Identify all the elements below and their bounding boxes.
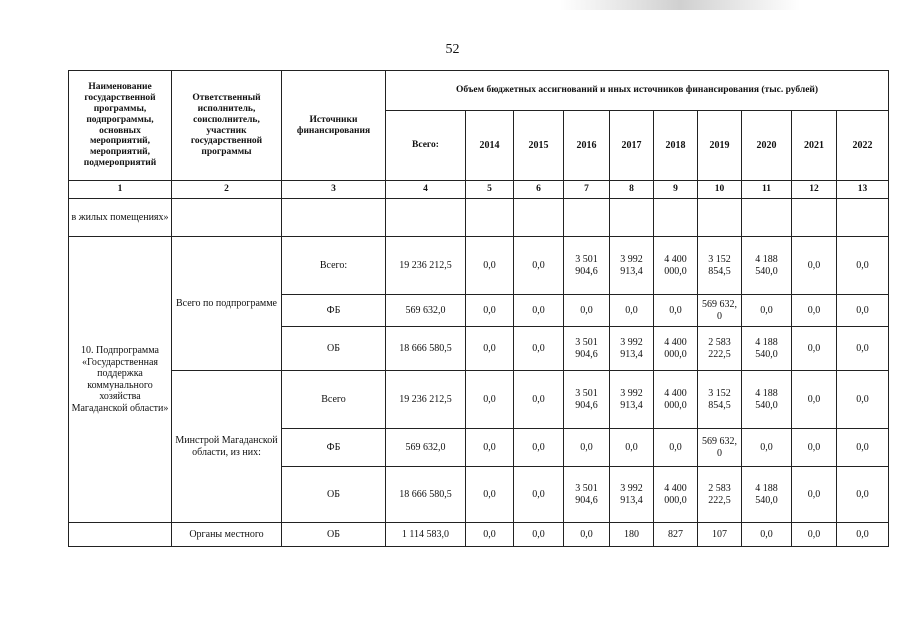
value-cell: 2 583 222,5 [698,467,742,523]
value-cell: 0,0 [742,523,792,547]
scan-smudge [560,0,800,10]
value-cell: 2 583 222,5 [698,327,742,371]
value-cell: 4 188 540,0 [742,371,792,429]
value-cell: 0,0 [654,295,698,327]
column-number: 8 [610,181,654,199]
header-year: 2022 [837,111,889,181]
group-ministry: Минстрой Магаданской области, из них: [172,371,282,523]
value-cell: 0,0 [466,295,514,327]
value-cell: 4 400 000,0 [654,467,698,523]
column-number: 7 [564,181,610,199]
header-executor: Ответственный исполнитель, соисполнитель, участник государственной программы [172,71,282,181]
value-cell: 0,0 [837,371,889,429]
value-cell: 4 400 000,0 [654,327,698,371]
value-cell: 0,0 [466,523,514,547]
header-year: 2021 [792,111,837,181]
column-number: 4 [386,181,466,199]
value-cell: 0,0 [514,327,564,371]
column-number: 11 [742,181,792,199]
value-cell: 0,0 [742,295,792,327]
header-name: Наименование государственной программы, подпрограммы, основных мероприятий, мероприятий, подмероприятий [69,71,172,181]
value-cell: 4 400 000,0 [654,371,698,429]
column-number: 10 [698,181,742,199]
budget-table [68,70,889,547]
column-number: 5 [466,181,514,199]
value-cell: 569 632, 0 [698,295,742,327]
source-cell: ОБ [282,523,386,547]
value-cell: 0,0 [610,295,654,327]
value-cell: 3 152 854,5 [698,371,742,429]
header-year: 2019 [698,111,742,181]
value-cell: 0,0 [466,371,514,429]
value-cell: 3 501 904,6 [564,371,610,429]
group-local-authorities: Органы местного [172,523,282,547]
value-cell: 0,0 [837,295,889,327]
value-cell: 0,0 [792,237,837,295]
value-cell: 0,0 [564,429,610,467]
value-cell: 4 188 540,0 [742,237,792,295]
column-number: 9 [654,181,698,199]
value-cell: 3 501 904,6 [564,327,610,371]
header-source: Источники финансирования [282,71,386,181]
value-cell: 0,0 [792,371,837,429]
value-cell: 569 632,0 [386,429,466,467]
column-number-row [69,181,889,199]
value-cell: 3 992 913,4 [610,237,654,295]
value-cell: 18 666 580,5 [386,467,466,523]
value-cell: 3 152 854,5 [698,237,742,295]
value-cell: 3 992 913,4 [610,467,654,523]
value-cell: 0,0 [466,327,514,371]
value-cell: 0,0 [564,523,610,547]
source-cell: ФБ [282,429,386,467]
value-cell: 0,0 [466,237,514,295]
source-cell: Всего: [282,237,386,295]
header-total: Всего: [386,111,466,181]
header-row-top [69,71,889,111]
header-year: 2020 [742,111,792,181]
value-cell: 0,0 [514,237,564,295]
value-cell: 0,0 [514,429,564,467]
value-cell: 0,0 [837,523,889,547]
table-row [69,237,889,295]
value-cell: 0,0 [610,429,654,467]
value-cell: 18 666 580,5 [386,327,466,371]
program-name: 10. Подпрограмма «Государственная поддержка коммунального хозяйства Магаданской области» [69,237,172,523]
header-volume: Объем бюджетных ассигнований и иных источников финансирования (тыс. рублей) [386,71,889,111]
header-year: 2018 [654,111,698,181]
value-cell: 180 [610,523,654,547]
continuation-text: в жилых помещениях» [69,199,172,237]
value-cell: 0,0 [742,429,792,467]
value-cell: 569 632,0 [386,295,466,327]
value-cell: 0,0 [792,295,837,327]
value-cell: 0,0 [837,467,889,523]
value-cell: 3 501 904,6 [564,237,610,295]
value-cell: 3 992 913,4 [610,371,654,429]
value-cell: 4 188 540,0 [742,327,792,371]
column-number: 12 [792,181,837,199]
value-cell: 0,0 [514,371,564,429]
source-cell: ФБ [282,295,386,327]
value-cell: 569 632, 0 [698,429,742,467]
header-year: 2016 [564,111,610,181]
value-cell: 19 236 212,5 [386,371,466,429]
value-cell: 0,0 [514,295,564,327]
column-number: 1 [69,181,172,199]
value-cell: 0,0 [792,523,837,547]
value-cell: 0,0 [837,429,889,467]
value-cell: 0,0 [514,467,564,523]
value-cell: 4 188 540,0 [742,467,792,523]
table-row [69,371,889,429]
column-number: 3 [282,181,386,199]
value-cell: 0,0 [792,327,837,371]
source-cell: Всего [282,371,386,429]
column-number: 13 [837,181,889,199]
value-cell: 0,0 [466,429,514,467]
group-total-subprogram: Всего по подпрограмме [172,237,282,371]
value-cell: 0,0 [792,467,837,523]
value-cell: 0,0 [837,237,889,295]
value-cell: 19 236 212,5 [386,237,466,295]
value-cell: 3 501 904,6 [564,467,610,523]
source-cell: ОБ [282,467,386,523]
value-cell: 0,0 [654,429,698,467]
value-cell: 3 992 913,4 [610,327,654,371]
value-cell: 1 114 583,0 [386,523,466,547]
value-cell: 0,0 [564,295,610,327]
value-cell: 107 [698,523,742,547]
value-cell: 0,0 [837,327,889,371]
value-cell: 0,0 [792,429,837,467]
source-cell: ОБ [282,327,386,371]
column-number: 2 [172,181,282,199]
value-cell: 4 400 000,0 [654,237,698,295]
header-year: 2014 [466,111,514,181]
table-row [69,523,889,547]
column-number: 6 [514,181,564,199]
header-year: 2017 [610,111,654,181]
value-cell: 0,0 [514,523,564,547]
value-cell: 0,0 [466,467,514,523]
page-number: 52 [445,42,460,57]
continuation-row [69,199,889,237]
header-year: 2015 [514,111,564,181]
value-cell: 827 [654,523,698,547]
